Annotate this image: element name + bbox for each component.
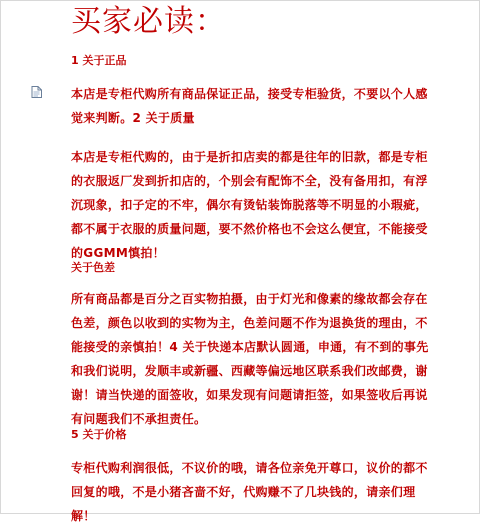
section-heading-price: 5 关于价格 (71, 428, 127, 441)
paragraph-quality: 本店是专柜代购的，由于是折扣店卖的都是往年的旧款，都是专柜的衣服返厂发到折扣店的，个别会有配饰不全，没有备用扣，有浮沉现象，扣子定的不牢，偶尔有烫钻装饰脱落等不明显的小瑕疵，都不属于衣服的质量问题，要不然价格也不会这么便宜，不能接受的GGMM慎拍！ (71, 150, 428, 260)
document-icon (31, 86, 42, 98)
section-heading-color-difference: 关于色差 (71, 261, 115, 274)
paragraph-color-and-shipping: 所有商品都是百分之百实物拍摄，由于灯光和像素的缘故都会存在色差，颜色以收到的实物为主，色差问题不作为退换货的理由，不能接受的亲慎拍！4 关于快递本店默认圆通，申通，有不到的事先和我们说明，发顺丰或新疆、西藏等偏远地区联系我们改邮费，谢谢！请当快递的面签收，如果发现有问题请拒签，如果签收后再说有问题我们不承担责任。 (71, 292, 429, 426)
page-title: 买家必读： (71, 4, 226, 39)
paragraph-authenticity: 本店是专柜代购所有商品保证正品，接受专柜验货，不要以个人感觉来判断。2 关于质量 (71, 87, 428, 125)
section-heading-authenticity: 1 关于正品 (71, 54, 127, 67)
paragraph-price: 专柜代购利润很低，不议价的哦，请各位亲免开尊口，议价的都不回复的哦，不是小猪吝啬不好，代购赚不了几块钱的，请亲们理解！ (71, 461, 428, 523)
